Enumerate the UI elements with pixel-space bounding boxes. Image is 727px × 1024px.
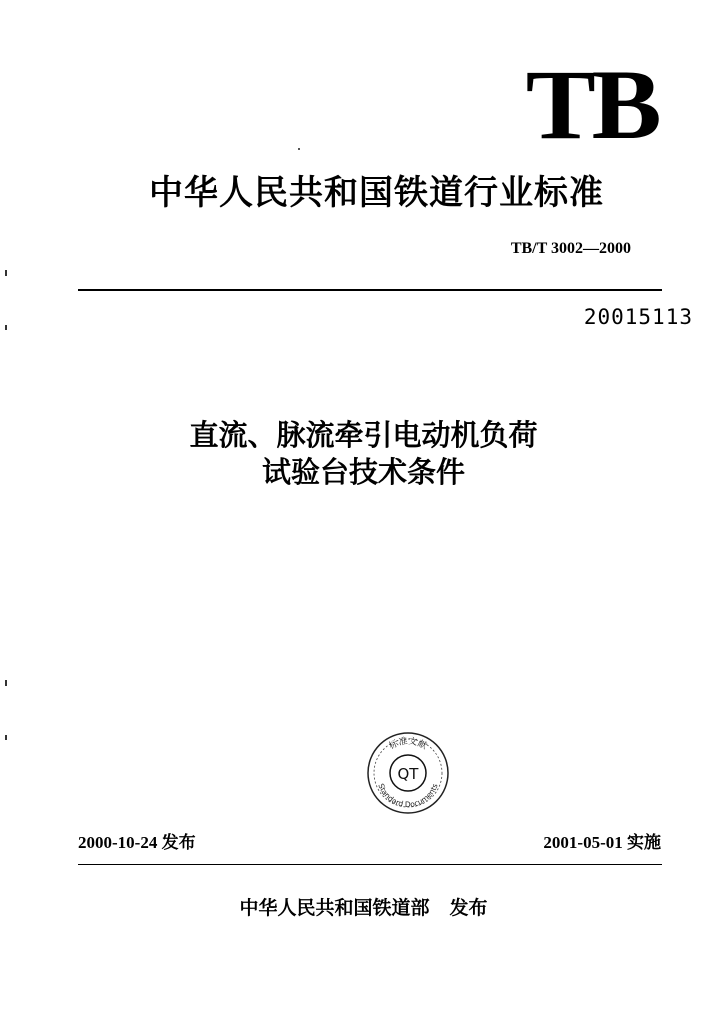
top-divider <box>78 289 662 291</box>
seal-graphic <box>365 730 451 816</box>
publisher-line <box>0 893 727 920</box>
scan-mark <box>5 680 7 686</box>
seal-center-text: QT <box>397 765 419 783</box>
tb-logo: TB <box>525 49 657 160</box>
scan-mark <box>5 270 7 276</box>
org-header: 中华人民共和国铁道行业标准 <box>149 173 604 213</box>
standard-number: TB/T 3002—2000 <box>510 240 631 257</box>
document-title-line-2: 试验台技术条件 <box>261 455 465 489</box>
seal-ring-top-text: 标准文献 <box>387 736 429 752</box>
publisher-action: 发布 <box>449 897 488 919</box>
scan-mark <box>5 325 7 330</box>
stamp-number: 20015113 <box>583 305 693 329</box>
scan-mark <box>5 735 7 740</box>
publisher-name: 中华人民共和国铁道部 <box>239 897 430 919</box>
document-title-line-1: 直流、脉流牵引电动机负荷 <box>189 418 538 452</box>
bottom-divider <box>78 864 662 865</box>
issue-date: 2000-10-24 发布 <box>78 833 196 852</box>
standards-seal-icon <box>365 730 451 816</box>
scan-speck <box>298 148 300 150</box>
seal-ring-bottom-text: Standard Documents <box>376 782 440 810</box>
implementation-date: 2001-05-01 实施 <box>543 833 661 852</box>
